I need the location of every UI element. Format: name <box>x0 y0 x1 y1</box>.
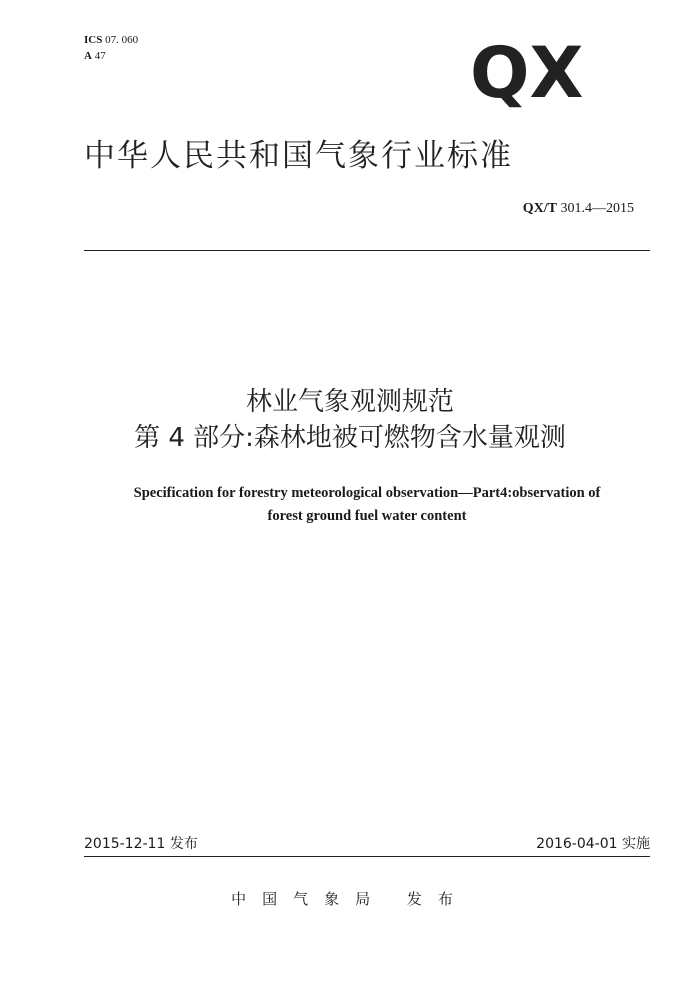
standard-number <box>523 200 634 218</box>
issue-date-label: 发布 <box>169 836 198 852</box>
organization-title: 中华人民共和国气象行业标准 <box>84 138 513 174</box>
title-en-line2: forest ground fuel water content <box>267 508 467 524</box>
implementation-date <box>536 834 650 854</box>
header-divider <box>84 250 650 251</box>
title-zh-line2: 第 4 部分:森林地被可燃物含水量观测 <box>134 423 566 453</box>
title-zh-line1: 林业气象观测规范 <box>245 387 454 417</box>
implementation-date-value: 2016-04-01 <box>536 836 618 852</box>
publisher-action: 发布 <box>406 890 469 908</box>
issue-date <box>84 834 198 854</box>
title-en <box>84 482 650 528</box>
qx-logo: QX <box>470 32 584 114</box>
issue-date-value: 2015-12-11 <box>84 836 166 852</box>
footer-divider <box>84 856 650 857</box>
ics-code: ICS 07. 060 <box>84 34 139 46</box>
ccs-code: A 47 <box>84 50 106 62</box>
standard-prefix: QX/T <box>522 201 557 216</box>
publisher-name: 中国气象局 <box>231 890 387 908</box>
implementation-date-label: 实施 <box>622 836 650 852</box>
title-en-line1: Specification for forestry meteorological observation—Part4:observation of <box>133 485 601 501</box>
publisher <box>0 888 700 910</box>
standard-code: 301.4—2015 <box>560 201 634 216</box>
classification-codes <box>84 32 138 64</box>
